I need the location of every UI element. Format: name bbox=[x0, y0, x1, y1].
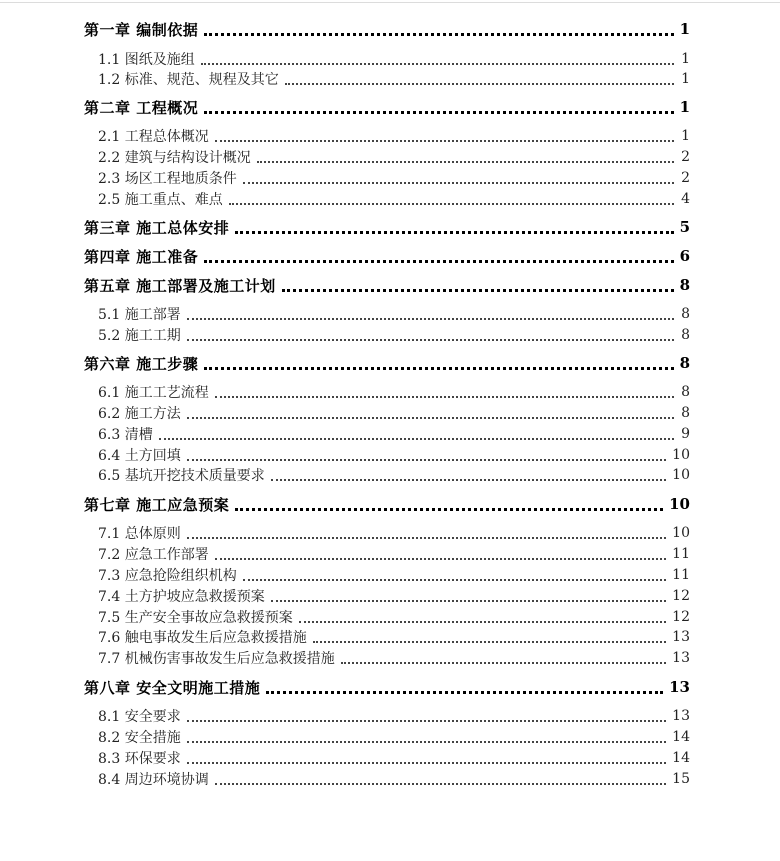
toc-entry-page: 14 bbox=[672, 729, 690, 745]
toc-entry-page: 14 bbox=[672, 750, 690, 766]
toc-entry-section-7-5[interactable] bbox=[98, 606, 690, 628]
toc-entry-section-6-1[interactable] bbox=[98, 381, 690, 403]
toc-entry-title: 7.3 应急抢险组织机构 bbox=[98, 568, 237, 584]
toc-entry-title: 7.2 应急工作部署 bbox=[98, 547, 209, 563]
toc-entry-section-7-4[interactable] bbox=[98, 585, 690, 607]
toc-entry-page: 12 bbox=[672, 588, 690, 604]
toc-entry-section-2-3[interactable] bbox=[98, 167, 690, 189]
dot-leader bbox=[243, 579, 666, 581]
dot-leader bbox=[285, 83, 674, 85]
dot-leader bbox=[229, 203, 674, 205]
dot-leader bbox=[313, 641, 666, 643]
toc-entry-page: 1 bbox=[681, 71, 690, 87]
dot-leader bbox=[187, 459, 666, 461]
toc-entry-section-2-1[interactable] bbox=[98, 125, 690, 147]
dot-leader bbox=[271, 479, 666, 481]
dot-leader bbox=[215, 396, 674, 398]
toc-entry-title: 6.5 基坑开挖技术质量要求 bbox=[98, 468, 265, 484]
toc-entry-page: 15 bbox=[672, 771, 690, 787]
toc-entry-title: 8.2 安全措施 bbox=[98, 730, 181, 746]
toc-entry-section-8-1[interactable] bbox=[98, 705, 690, 727]
toc-entry-chapter-7[interactable] bbox=[84, 493, 690, 515]
toc-entry-page: 10 bbox=[672, 467, 690, 483]
toc-entry-section-6-4[interactable] bbox=[98, 444, 690, 466]
toc-entry-page: 5 bbox=[679, 218, 690, 236]
dot-leader bbox=[187, 762, 666, 764]
toc-entry-page: 1 bbox=[679, 20, 690, 38]
toc-entry-page: 8 bbox=[681, 327, 690, 343]
toc-entry-page: 13 bbox=[669, 678, 690, 696]
toc-entry-title: 第一章 编制依据 bbox=[84, 20, 199, 39]
dot-leader bbox=[271, 600, 666, 602]
toc-entry-chapter-1[interactable] bbox=[84, 18, 690, 40]
toc-entry-page: 2 bbox=[681, 170, 690, 186]
toc-entry-title: 第六章 施工步骤 bbox=[84, 354, 199, 373]
toc-entry-title: 2.1 工程总体概况 bbox=[98, 129, 209, 145]
toc-entry-title: 6.1 施工工艺流程 bbox=[98, 385, 209, 401]
dot-leader bbox=[215, 140, 674, 142]
toc-entry-chapter-4[interactable] bbox=[84, 245, 690, 267]
dot-leader bbox=[201, 63, 674, 65]
toc-entry-section-5-2[interactable] bbox=[98, 324, 690, 346]
toc-entry-page: 8 bbox=[679, 276, 690, 294]
toc-entry-page: 8 bbox=[681, 306, 690, 322]
toc-entry-page: 2 bbox=[681, 149, 690, 165]
toc-entry-section-8-2[interactable] bbox=[98, 726, 690, 748]
toc-entry-page: 13 bbox=[672, 629, 690, 645]
toc-entry-title: 7.7 机械伤害事故发生后应急救援措施 bbox=[98, 651, 335, 667]
toc-entry-chapter-6[interactable] bbox=[84, 352, 690, 374]
dot-leader bbox=[187, 537, 666, 539]
dot-leader bbox=[187, 720, 666, 722]
toc-entry-title: 第四章 施工准备 bbox=[84, 247, 199, 266]
dot-leader bbox=[257, 161, 674, 163]
toc-entry-section-7-6[interactable] bbox=[98, 626, 690, 648]
dot-leader bbox=[187, 318, 674, 320]
toc-entry-page: 13 bbox=[672, 708, 690, 724]
dot-leader bbox=[215, 783, 666, 785]
toc-entry-title: 6.3 清槽 bbox=[98, 427, 153, 443]
toc-entry-section-1-2[interactable] bbox=[98, 68, 690, 90]
toc-entry-page: 1 bbox=[681, 128, 690, 144]
dot-leader bbox=[341, 662, 666, 664]
toc-entry-section-2-2[interactable] bbox=[98, 146, 690, 168]
toc-entry-section-7-1[interactable] bbox=[98, 522, 690, 544]
dot-leader bbox=[215, 558, 666, 560]
toc-entry-section-8-3[interactable] bbox=[98, 747, 690, 769]
toc-entry-page: 4 bbox=[681, 191, 690, 207]
toc-entry-title: 第三章 施工总体安排 bbox=[84, 218, 230, 237]
toc-entry-section-7-7[interactable] bbox=[98, 647, 690, 669]
toc-entry-title: 7.4 土方护坡应急救援预案 bbox=[98, 589, 265, 605]
toc-entry-title: 2.2 建筑与结构设计概况 bbox=[98, 150, 251, 166]
dot-leader bbox=[235, 508, 663, 511]
toc-entry-title: 1.1 图纸及施组 bbox=[98, 52, 195, 68]
dot-leader bbox=[235, 231, 673, 234]
dot-leader bbox=[187, 741, 666, 743]
toc-entry-page: 1 bbox=[681, 51, 690, 67]
dot-leader bbox=[266, 691, 663, 694]
toc-entry-chapter-2[interactable] bbox=[84, 96, 690, 118]
dot-leader bbox=[159, 438, 674, 440]
toc-entry-title: 5.2 施工工期 bbox=[98, 328, 181, 344]
dot-leader bbox=[299, 621, 666, 623]
toc-entry-title: 8.1 安全要求 bbox=[98, 709, 181, 725]
toc-entry-page: 8 bbox=[681, 384, 690, 400]
toc-entry-section-2-5[interactable] bbox=[98, 188, 690, 210]
toc-entry-page: 10 bbox=[669, 495, 690, 513]
toc-entry-title: 2.5 施工重点、难点 bbox=[98, 192, 223, 208]
toc-entry-page: 6 bbox=[679, 247, 690, 265]
toc-entry-title: 7.6 触电事故发生后应急救援措施 bbox=[98, 630, 307, 646]
toc-entry-section-7-3[interactable] bbox=[98, 564, 690, 586]
toc-entry-title: 第七章 施工应急预案 bbox=[84, 495, 230, 514]
dot-leader bbox=[204, 33, 673, 36]
toc-entry-page: 9 bbox=[681, 426, 690, 442]
dot-leader bbox=[204, 260, 673, 263]
toc-entry-title: 第二章 工程概况 bbox=[84, 98, 199, 117]
toc-entry-title: 8.3 环保要求 bbox=[98, 751, 181, 767]
toc-entry-page: 13 bbox=[672, 650, 690, 666]
toc-entry-page: 8 bbox=[679, 354, 690, 372]
toc-entry-section-8-4[interactable] bbox=[98, 768, 690, 790]
toc-entry-page: 10 bbox=[672, 525, 690, 541]
toc-entry-title: 6.2 施工方法 bbox=[98, 406, 181, 422]
toc-entry-title: 第五章 施工部署及施工计划 bbox=[84, 276, 276, 295]
toc-entry-section-1-1[interactable] bbox=[98, 48, 690, 70]
toc-entry-chapter-8[interactable] bbox=[84, 676, 690, 698]
toc-entry-page: 10 bbox=[672, 447, 690, 463]
toc-entry-chapter-3[interactable] bbox=[84, 216, 690, 238]
page-top-border bbox=[0, 2, 780, 3]
toc-entry-page: 1 bbox=[679, 98, 690, 116]
toc-entry-section-6-5[interactable] bbox=[98, 464, 690, 486]
dot-leader bbox=[243, 182, 674, 184]
toc-entry-title: 7.5 生产安全事故应急救援预案 bbox=[98, 610, 293, 626]
dot-leader bbox=[204, 111, 673, 114]
toc-entry-title: 第八章 安全文明施工措施 bbox=[84, 678, 261, 697]
toc-entry-section-5-1[interactable] bbox=[98, 303, 690, 325]
toc-entry-section-6-3[interactable] bbox=[98, 423, 690, 445]
toc-entry-section-7-2[interactable] bbox=[98, 543, 690, 565]
toc-entry-page: 12 bbox=[672, 609, 690, 625]
dot-leader bbox=[187, 417, 674, 419]
toc-entry-title: 8.4 周边环境协调 bbox=[98, 772, 209, 788]
toc-entry-chapter-5[interactable] bbox=[84, 274, 690, 296]
toc-entry-title: 1.2 标准、规范、规程及其它 bbox=[98, 72, 279, 88]
toc-entry-page: 11 bbox=[672, 546, 690, 562]
dot-leader bbox=[204, 367, 673, 370]
toc-entry-page: 11 bbox=[672, 567, 690, 583]
toc-entry-title: 2.3 场区工程地质条件 bbox=[98, 171, 237, 187]
dot-leader bbox=[282, 289, 674, 292]
toc-entry-title: 6.4 土方回填 bbox=[98, 448, 181, 464]
toc-entry-section-6-2[interactable] bbox=[98, 402, 690, 424]
toc-entry-page: 8 bbox=[681, 405, 690, 421]
toc-entry-title: 5.1 施工部署 bbox=[98, 307, 181, 323]
toc-entry-title: 7.1 总体原则 bbox=[98, 526, 181, 542]
dot-leader bbox=[187, 339, 674, 341]
